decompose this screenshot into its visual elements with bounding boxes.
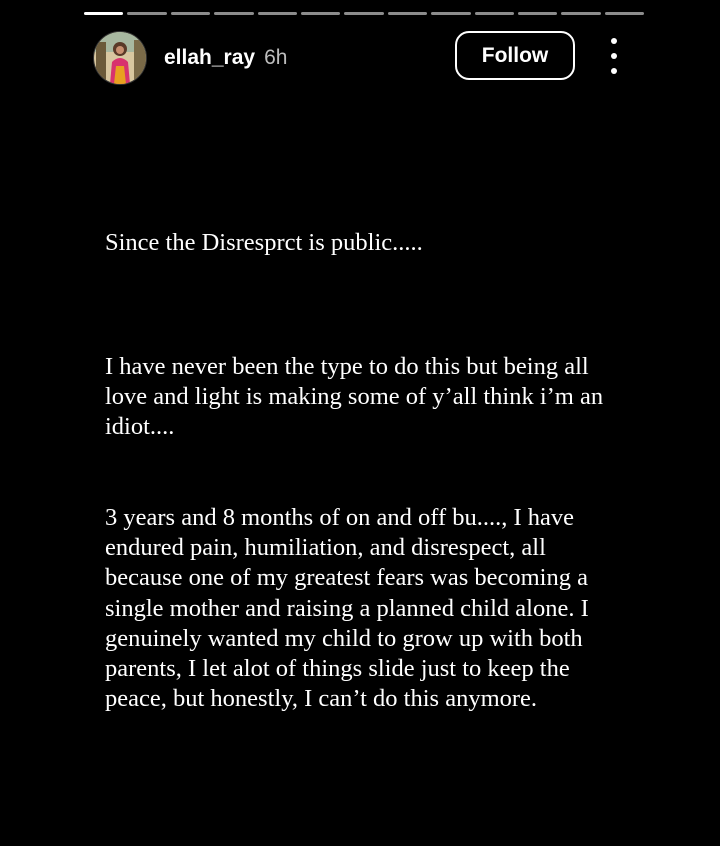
progress-segment bbox=[301, 12, 340, 15]
vertical-ellipsis-icon bbox=[611, 38, 617, 44]
username[interactable]: ellah_ray bbox=[164, 46, 256, 69]
progress-segment bbox=[84, 12, 123, 15]
story-progress-bar bbox=[84, 12, 644, 16]
progress-segment bbox=[475, 12, 514, 15]
progress-segment bbox=[605, 12, 644, 15]
progress-segment bbox=[388, 12, 427, 15]
follow-button[interactable]: Follow bbox=[455, 31, 575, 80]
progress-segment bbox=[214, 12, 253, 15]
progress-segment bbox=[431, 12, 470, 15]
progress-segment bbox=[344, 12, 383, 15]
vertical-ellipsis-icon bbox=[611, 53, 617, 59]
progress-segment bbox=[258, 12, 297, 15]
story-text-paragraph-1: Since the Disresprct is public..... bbox=[105, 229, 423, 256]
progress-segment bbox=[171, 12, 210, 15]
profile-avatar-icon bbox=[94, 32, 146, 84]
avatar[interactable] bbox=[93, 31, 147, 85]
vertical-ellipsis-icon bbox=[611, 68, 617, 74]
more-options-button[interactable] bbox=[600, 38, 628, 74]
progress-segment bbox=[518, 12, 557, 15]
progress-segment bbox=[561, 12, 600, 15]
progress-segment bbox=[127, 12, 166, 15]
post-time: 6h bbox=[264, 46, 288, 69]
story-text-paragraph-3: 3 years and 8 months of on and off bu...., I have endured pain, humiliation, and disrespect, all because one of my greatest fears was becoming a single mother and raising a planned child alone. I genuinely wanted my child to grow up with both parents, I let alot of things slide just to keep the peace, but honestly, I can’t do this anymore. bbox=[105, 504, 589, 713]
story-text-paragraph-2: I have never been the type to do this but being all love and light is making some of y’all think i’m an idiot.... bbox=[105, 353, 604, 441]
